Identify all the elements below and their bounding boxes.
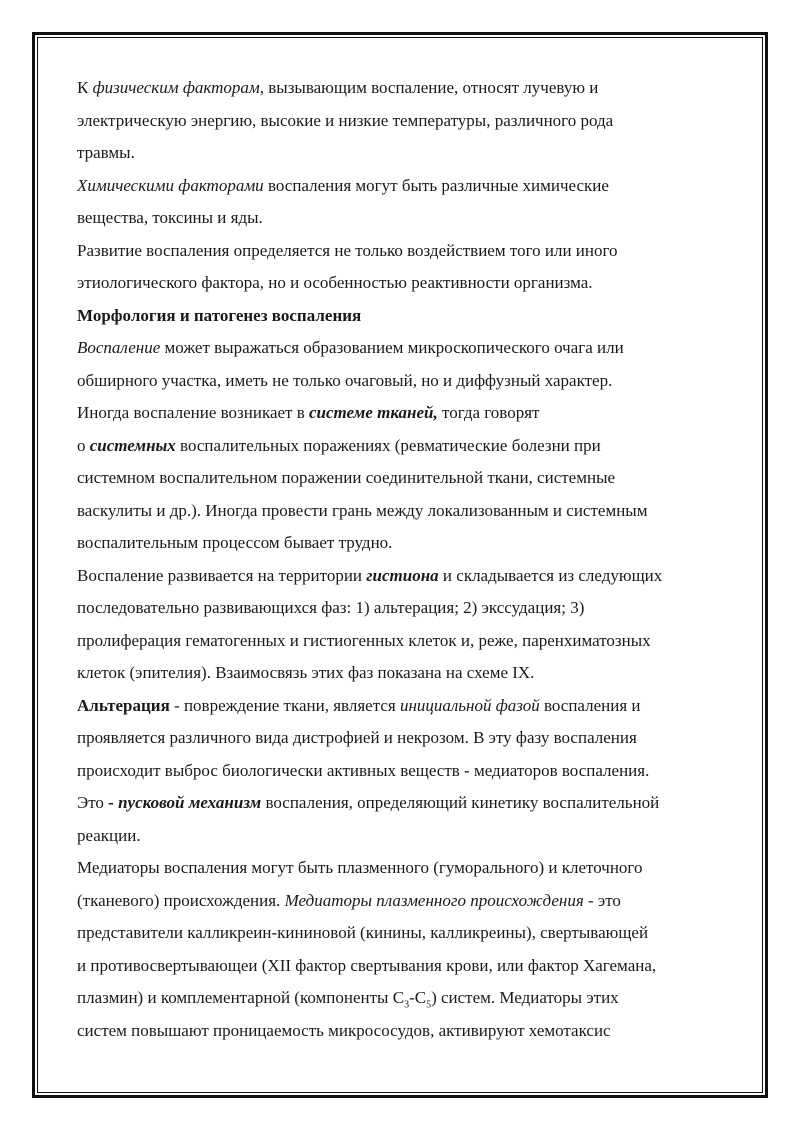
paragraph-p3 [77, 235, 737, 300]
text-run: обширного участка, иметь не только очаговый, но и диффузный характер. [77, 370, 613, 390]
text-run: Морфология и патогенез воспаления [77, 305, 362, 325]
text-run: вещества, токсины и яды. [77, 208, 263, 227]
text-run: (тканевого) происхождения. [77, 890, 285, 910]
text-run: воспаления и [539, 695, 641, 715]
text-run: Альтерация [77, 695, 170, 715]
text-run: тогда говорят [437, 403, 540, 422]
text-run: Химическими факторами [77, 175, 264, 195]
text-run: гистиона [366, 565, 439, 585]
text-run: и складывается из следующих [438, 565, 663, 585]
text-run: происходит выброс биологически активных веществ - медиаторов воспаления. [77, 760, 650, 780]
section-heading [77, 300, 737, 333]
text-run: Воспаление [77, 338, 161, 357]
paragraph-p8 [77, 852, 737, 1047]
paragraph-p4 [77, 332, 737, 397]
text-run: -С [409, 988, 427, 1007]
text-run: Развитие воспаления определяется не только воздействием того или иного [77, 240, 618, 260]
text-run: Медиаторы плазменного происхождения [284, 890, 584, 910]
text-run: васкулиты и др.). Иногда провести грань между локализованным и системным [77, 500, 648, 520]
text-run: - пусковой механизм [108, 793, 262, 812]
paragraph-p1 [77, 72, 737, 170]
text-run: клеток (эпителия). Взаимосвязь этих фаз показана на схеме IX. [77, 663, 535, 682]
text-run: электрическую энергию, высокие и низкие температуры, различного рода [77, 110, 614, 130]
text-run: Воспаление развивается на территории [77, 565, 367, 585]
text-run: реакции. [77, 825, 141, 845]
text-run: воспалительных поражениях (ревматические болезни при [175, 435, 601, 455]
text-run: этиологического фактора, но и особенностью реактивности организма. [77, 273, 593, 292]
text-run: системных [89, 435, 176, 455]
text-run: и противосвертывающеи (XII фактор свертывания крови, или фактор Хагемана, [77, 955, 657, 975]
text-run: проявляется различного вида дистрофией и некрозом. В эту фазу воспаления [77, 728, 637, 747]
text-run: Медиаторы воспаления могут быть плазменного (гуморального) и клеточного [77, 858, 643, 877]
text-run: - это [583, 890, 621, 910]
paragraph-p6 [77, 560, 737, 690]
text-run: пролиферация гематогенных и гистиогенных клеток и, реже, паренхиматозных [77, 630, 651, 650]
text-run: 3 [404, 999, 410, 1011]
text-run: физическим факторам [92, 78, 260, 97]
text-run: воспаления могут быть различные химические [263, 175, 609, 195]
text-run: последовательно развивающихся фаз: 1) альтерация; 2) экссудация; 3) [77, 598, 585, 617]
text-run: системном воспалительном поражении соединительной ткани, системные [77, 468, 616, 487]
text-run: ) систем. Медиаторы этих [431, 988, 619, 1007]
text-run: системе тканей, [309, 403, 438, 422]
text-run: - повреждение ткани, является [169, 695, 400, 715]
text-run: К [77, 78, 93, 97]
paragraph-p5 [77, 397, 737, 560]
text-run: инициальной фазой [399, 695, 540, 715]
text-run: , вызывающим воспаление, относят лучевую и [259, 78, 599, 97]
text-run: может выражаться образованием микроскопического очага или [160, 338, 624, 357]
text-run: Это [77, 793, 109, 812]
paragraph-p2 [77, 170, 737, 235]
text-run: 5 [426, 999, 432, 1011]
text-run: систем повышают проницаемость микрососудов, активируют хемотаксис [77, 1020, 611, 1040]
text-run: воспаления, определяющий кинетику воспалительной [261, 793, 660, 812]
text-run: плазмин) и комплементарной (компоненты С [77, 988, 405, 1007]
paragraph-p7 [77, 690, 737, 853]
text-run: представители калликреин-кининовой (кинины, калликреины), свертывающей [77, 923, 649, 942]
text-run: воспалительным процессом бывает трудно. [77, 533, 393, 552]
text-run: о [77, 435, 90, 455]
text-run: травмы. [77, 143, 135, 162]
document-body [77, 72, 737, 1047]
text-run: Иногда воспаление возникает в [77, 403, 310, 422]
